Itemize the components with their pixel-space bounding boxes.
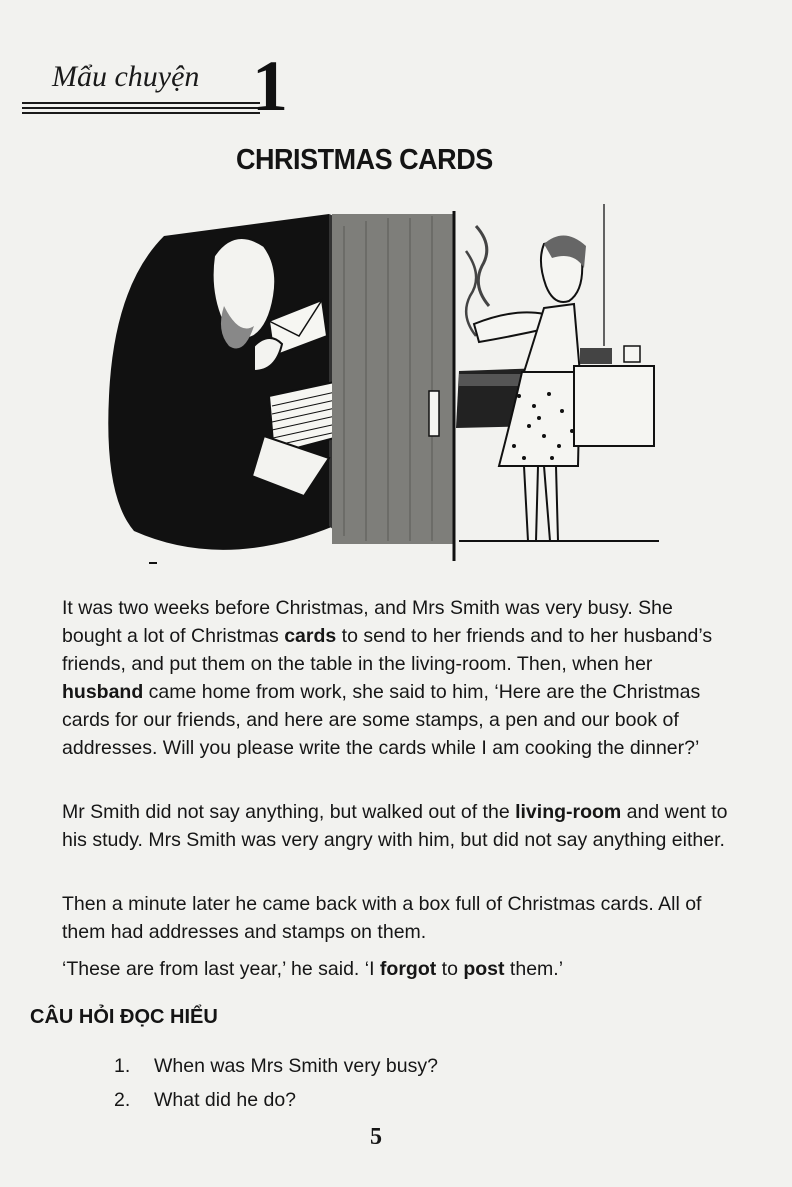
vocab-cards: cards xyxy=(284,625,337,647)
question-item xyxy=(114,1083,438,1117)
question-item xyxy=(114,1049,438,1083)
vocab-post: post xyxy=(463,958,505,980)
questions-title: CÂU HỎI ĐỌC HIỂU xyxy=(30,1006,218,1028)
vocab-living-room: living-room xyxy=(515,801,622,823)
page-title: CHRISTMAS CARDS xyxy=(236,144,493,176)
question-number: 1. xyxy=(114,1055,131,1077)
story-paragraph-3: Then a minute later he came back with a box full of Christmas cards. All of them had addresses and stamps on them. xyxy=(62,893,702,943)
question-text: When was Mrs Smith very busy? xyxy=(154,1055,438,1077)
story-paragraph-2: Mr Smith did not say anything, but walked out of the living-room and went to his study. Mrs Smith was very angry with him, but did not say anything either. xyxy=(62,801,728,851)
story-paragraph-4: ‘These are from last year,’ he said. ‘I forgot to post them.’ xyxy=(62,958,564,980)
story-label-rules xyxy=(22,102,260,117)
story-paragraph-1: It was two weeks before Christmas, and Mrs Smith was very busy. She bought a lot of Christmas cards to send to her friends and to her husband’s friends, and put them on the table in the living-room. Then, when her husband came home from work, she said to him, ‘Here are the Christmas cards for our friends, and here are some stamps, a pen and our book of addresses. Will you please write the cards while I am cooking the dinner?’ xyxy=(62,597,713,759)
question-text: What did he do? xyxy=(154,1089,297,1111)
vocab-husband: husband xyxy=(62,681,144,703)
page-number: 5 xyxy=(370,1124,382,1150)
story-label: Mẩu chuyện xyxy=(52,60,200,93)
illustration-woman-cooking xyxy=(456,204,659,541)
vocab-forgot: forgot xyxy=(379,958,437,980)
questions-list xyxy=(114,1049,438,1117)
story-number: 1 xyxy=(252,46,288,126)
illustration-man-with-cards xyxy=(108,214,342,563)
story-illustration xyxy=(104,196,664,576)
bleed-through-text xyxy=(600,470,605,490)
question-number: 2. xyxy=(114,1089,131,1111)
